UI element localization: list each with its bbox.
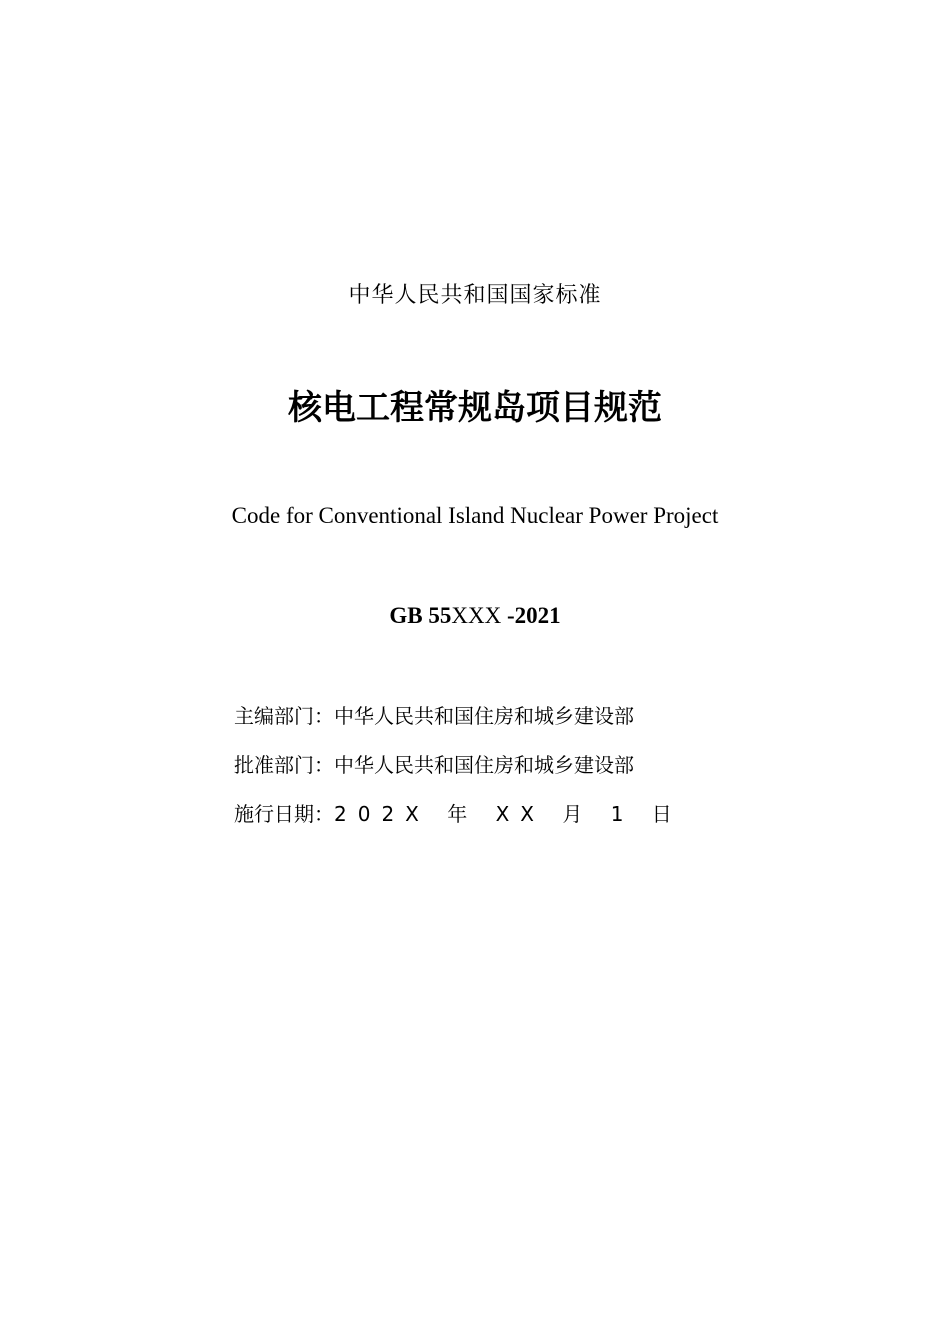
approval-label: 批准部门： (234, 753, 334, 777)
national-standard-heading: 中华人民共和国国家标准 (348, 283, 602, 308)
chief-editor-value: 中华人民共和国住房和城乡建设部 (334, 704, 634, 728)
document-title-chinese: 核电工程常规岛项目规范 (288, 388, 662, 428)
effective-date-line (234, 798, 834, 830)
effective-date-value: 202X 年 XX 月 1 日 (334, 802, 683, 826)
chief-editor-line (234, 700, 834, 732)
approval-value: 中华人民共和国住房和城乡建设部 (334, 753, 634, 777)
standard-number-placeholder: XXX (451, 603, 502, 628)
standard-number-year: -2021 (501, 603, 561, 628)
standard-number (0, 600, 950, 632)
chief-editor-label: 主编部门： (234, 704, 334, 728)
effective-date-label: 施行日期： (234, 802, 334, 826)
document-title-english: Code for Conventional Island Nuclear Power Project (231, 503, 719, 528)
info-block (234, 700, 834, 847)
approval-line (234, 749, 834, 781)
standard-number-prefix: GB 55 (389, 603, 452, 628)
